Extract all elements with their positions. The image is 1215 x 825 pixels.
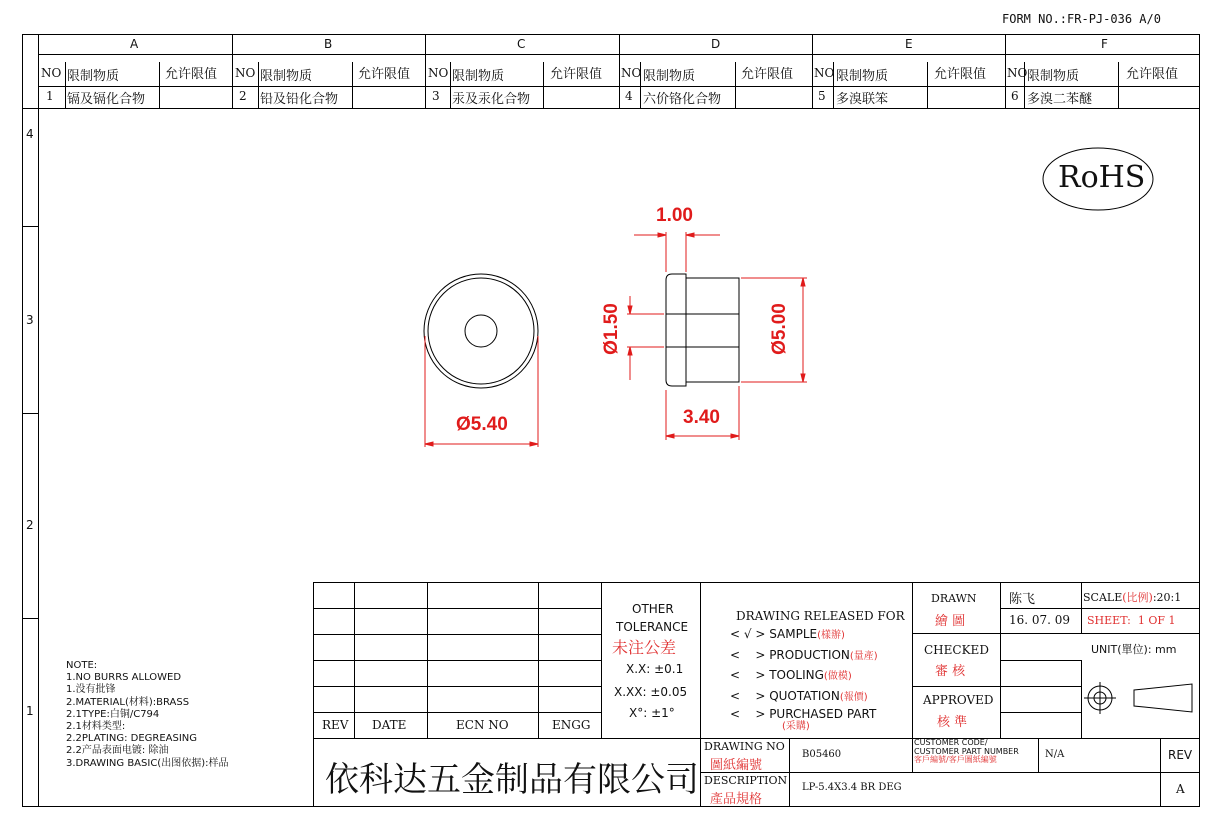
tolerance-title-2: TOLERANCE (616, 620, 689, 634)
engg-header: ENGG (552, 718, 591, 732)
restricted-substance-header-6: 限制物质 (1027, 69, 1080, 84)
note-line: NOTE: (66, 660, 98, 671)
ecn-header: ECN NO (456, 718, 509, 732)
column-letter-a: A (130, 37, 139, 51)
restricted-item-no: 6 (1011, 89, 1019, 103)
note-line: 3.DRAWING BASIC(出图依据):样品 (66, 757, 229, 769)
dim-outer-diameter: Ø5.40 (456, 414, 508, 435)
restricted-substance-header-3: 限制物质 (452, 69, 505, 84)
note-line: 1.没有批锋 (66, 684, 116, 696)
restricted-substance-header-4: 限制物质 (643, 69, 696, 84)
customer-value: N/A (1045, 749, 1065, 760)
approved-label-cn: 核 準 (937, 715, 968, 730)
form-number: FORM NO.:FR-PJ-036 A/0 (1002, 12, 1161, 26)
release-list (730, 625, 878, 733)
restricted-item-substance: 镉及镉化合物 (67, 92, 146, 107)
restricted-item-no: 1 (46, 89, 54, 103)
restricted-no-header-3: NO (428, 66, 449, 80)
restricted-item-no: 4 (625, 89, 633, 103)
restricted-limit-header-5: 允许限值 (934, 67, 987, 82)
side-view (666, 274, 739, 386)
rev-value: A (1176, 782, 1185, 796)
restricted-no-header-5: NO (814, 66, 835, 80)
note-line: 1.NO BURRS ALLOWED (66, 672, 182, 684)
note-line: 2.MATERIAL(材料):BRASS (66, 696, 190, 708)
restricted-substance-header-1: 限制物质 (67, 69, 120, 84)
tolerance-title-cn: 未注公差 (612, 638, 677, 657)
projection-symbol-icon (1084, 682, 1192, 714)
dim-flange-thickness: 1.00 (656, 205, 693, 226)
tolerance-deg: X°: ±1° (629, 706, 675, 720)
row-label-3: 3 (26, 313, 34, 327)
row-label-2: 2 (26, 518, 34, 532)
rohs-mark: RoHS (1058, 160, 1146, 195)
restricted-limit-header-6: 允许限值 (1126, 67, 1179, 82)
column-letter-e: E (905, 37, 913, 51)
drawn-label-cn: 繪 圖 (935, 614, 966, 629)
description-value: LP-5.4X3.4 BR DEG (802, 782, 902, 793)
note-line: 2.2产品表面电镀: 除油 (66, 745, 169, 757)
tolerance-x2: X.XX: ±0.05 (614, 685, 688, 699)
note-line: 2.1TYPE:白铜/C794 (66, 708, 160, 720)
release-title: DRAWING RELEASED FOR (736, 609, 905, 623)
dim-body-diameter: Ø5.00 (768, 303, 790, 355)
customer-label: CUSTOMER CODE/ CUSTOMER PART NUMBER 客戶編號/客戶圖紙編號 (914, 738, 1019, 764)
restricted-item-substance: 多溴二苯醚 (1027, 92, 1093, 107)
restricted-limit-header-4: 允许限值 (741, 67, 794, 82)
dim-length: 3.40 (683, 407, 720, 428)
row-label-1: 1 (26, 704, 34, 718)
check-mark-icon: √ (743, 627, 752, 641)
sheet-field: SHEET: 1 OF 1 (1087, 614, 1176, 627)
restricted-item-substance: 汞及汞化合物 (452, 92, 531, 107)
note-line: 2.1材料类型: (66, 721, 126, 733)
restricted-item-no: 3 (432, 89, 440, 103)
restricted-no-header-2: NO (235, 66, 256, 80)
column-letter-c: C (517, 37, 526, 51)
drawing-no-label-cn: 圖紙編號 (710, 758, 763, 773)
date-header: DATE (372, 718, 407, 732)
drawn-by: 陈飞 (1009, 592, 1036, 607)
release-item-tooling[interactable]: < > TOOLING(做模) (730, 668, 852, 682)
column-letter-b: B (324, 37, 333, 51)
notes-block (66, 660, 228, 770)
restricted-no-header-1: NO (41, 66, 62, 80)
restricted-limit-header-1: 允许限值 (165, 67, 218, 82)
dim-bore-wrap (600, 300, 628, 360)
restricted-substance-header-2: 限制物质 (260, 69, 313, 84)
row-label-4: 4 (26, 127, 34, 141)
restricted-item-substance: 六价铬化合物 (643, 92, 722, 107)
release-item-purchased[interactable]: < > PURCHASED PART (730, 707, 877, 721)
tolerance-title-1: OTHER (632, 602, 674, 616)
approved-label: APPROVED (923, 693, 994, 707)
note-line: 2.2PLATING: DEGREASING (66, 733, 198, 745)
front-view (424, 274, 538, 388)
dim-body-wrap (768, 300, 796, 360)
description-label-cn: 產品規格 (710, 792, 763, 807)
unit-field: UNIT(單位): mm (1091, 643, 1177, 656)
restricted-limit-header-3: 允许限值 (550, 67, 603, 82)
restricted-limit-header-2: 允许限值 (358, 67, 411, 82)
drawn-label: DRAWN (931, 592, 977, 605)
column-letter-f: F (1101, 37, 1108, 51)
drawing-no-label: DRAWING NO (704, 740, 785, 753)
rev-header: REV (322, 718, 349, 732)
restricted-item-substance: 多溴联笨 (836, 92, 889, 107)
restricted-substance-header-5: 限制物质 (836, 69, 889, 84)
restricted-no-header-6: NO (1007, 66, 1028, 80)
company-name: 依科达五金制品有限公司 (325, 760, 699, 800)
release-item-quotation[interactable]: < > QUOTATION(報價) (730, 688, 868, 703)
restricted-no-header-4: NO (621, 66, 642, 80)
release-item-purchased-cn: (采購) (782, 721, 810, 732)
tolerance-x1: X.X: ±0.1 (626, 662, 684, 676)
checked-label-cn: 審 核 (935, 664, 966, 679)
column-letter-d: D (711, 37, 721, 51)
scale-field: SCALE(比例):20:1 (1083, 591, 1182, 604)
checked-label: CHECKED (924, 643, 989, 657)
drawing-no-value: B05460 (802, 749, 842, 760)
release-item-production[interactable]: < > PRODUCTION(量產) (730, 647, 878, 662)
release-item-sample[interactable]: < √ > SAMPLE(樣辦) (730, 627, 845, 641)
drawn-date: 16. 07. 09 (1009, 613, 1071, 627)
dim-bore: Ø1.50 (600, 303, 622, 355)
restricted-item-substance: 铅及铅化合物 (260, 92, 339, 107)
description-label: DESCRIPTION (704, 774, 788, 787)
rev-label: REV (1168, 748, 1193, 762)
restricted-item-no: 2 (239, 89, 247, 103)
restricted-item-no: 5 (818, 89, 826, 103)
